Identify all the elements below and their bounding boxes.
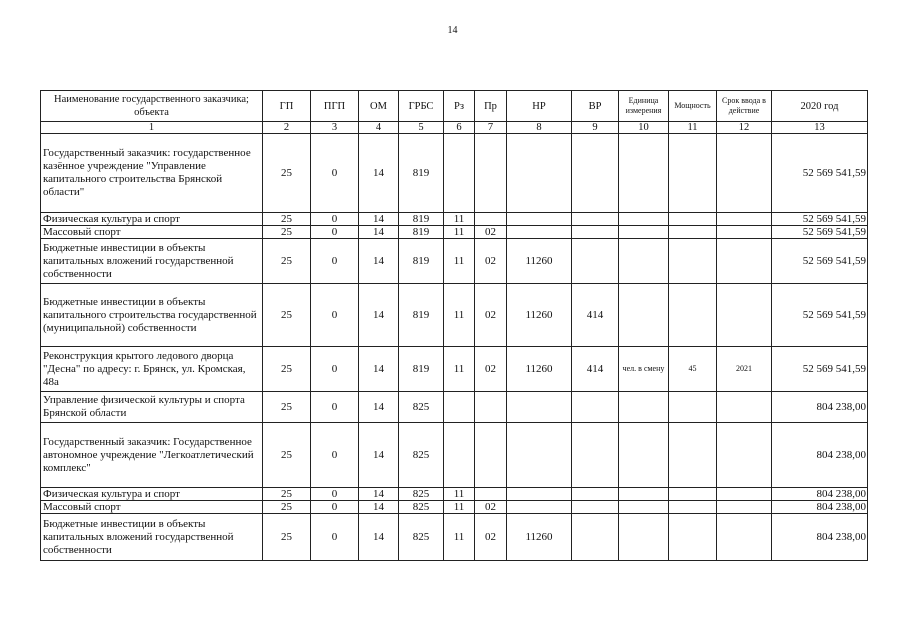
cell-rz: [444, 134, 475, 213]
cell-vr: [572, 213, 619, 226]
cell-name: Государственный заказчик: Государственное автономное учреждение "Легкоатлетический комплекс": [41, 423, 263, 488]
cell-amount: 804 238,00: [772, 488, 868, 501]
cell-name: Бюджетные инвестиции в объекты капитальных вложений государственной собственности: [41, 239, 263, 284]
cell-amount: 52 569 541,59: [772, 239, 868, 284]
cell-amount: 52 569 541,59: [772, 347, 868, 392]
cell-amount: 804 238,00: [772, 501, 868, 514]
cell-pgp: 0: [311, 347, 359, 392]
cell-grbs: 819: [399, 134, 444, 213]
cell-om: 14: [359, 134, 399, 213]
cell-pgp: 0: [311, 501, 359, 514]
cell-gp: 25: [263, 423, 311, 488]
cell-amount: 804 238,00: [772, 514, 868, 561]
cell-pgp: 0: [311, 134, 359, 213]
cell-gp: 25: [263, 501, 311, 514]
cell-pgp: 0: [311, 284, 359, 347]
cell-vr: [572, 239, 619, 284]
cell-pr: [475, 213, 507, 226]
table-row: [41, 488, 868, 501]
cell-unit: [619, 514, 669, 561]
cell-capacity: [669, 134, 717, 213]
cell-rz: 11: [444, 213, 475, 226]
header-gp: ГП: [263, 91, 311, 122]
cell-amount: 804 238,00: [772, 392, 868, 423]
cell-name: Физическая культура и спорт: [41, 213, 263, 226]
cell-vr: [572, 226, 619, 239]
cell-unit: [619, 226, 669, 239]
cell-nr: [507, 488, 572, 501]
cell-term: [717, 213, 772, 226]
cell-rz: 11: [444, 514, 475, 561]
cell-capacity: [669, 501, 717, 514]
cell-gp: 25: [263, 347, 311, 392]
header-vr: ВР: [572, 91, 619, 122]
cell-term: [717, 284, 772, 347]
column-number: 11: [669, 122, 717, 134]
header-pgp: ПГП: [311, 91, 359, 122]
header-pr: Пр: [475, 91, 507, 122]
cell-term: [717, 134, 772, 213]
cell-amount: 804 238,00: [772, 423, 868, 488]
column-number: 5: [399, 122, 444, 134]
cell-term: [717, 488, 772, 501]
cell-om: 14: [359, 423, 399, 488]
cell-om: 14: [359, 239, 399, 284]
cell-rz: 11: [444, 501, 475, 514]
cell-term: 2021: [717, 347, 772, 392]
cell-nr: [507, 134, 572, 213]
cell-om: 14: [359, 501, 399, 514]
cell-pgp: 0: [311, 423, 359, 488]
cell-nr: 11260: [507, 347, 572, 392]
cell-unit: [619, 488, 669, 501]
header-capacity: Мощность: [669, 91, 717, 122]
column-number: 7: [475, 122, 507, 134]
cell-name: Бюджетные инвестиции в объекты капитальных вложений государственной собственности: [41, 514, 263, 561]
column-number: 6: [444, 122, 475, 134]
column-number: 9: [572, 122, 619, 134]
cell-om: 14: [359, 392, 399, 423]
header-term: Срок ввода в действие: [717, 91, 772, 122]
cell-pr: [475, 392, 507, 423]
column-number: 1: [41, 122, 263, 134]
column-number: 12: [717, 122, 772, 134]
cell-grbs: 819: [399, 239, 444, 284]
header-grbs: ГРБС: [399, 91, 444, 122]
cell-pr: 02: [475, 514, 507, 561]
table-row: [41, 392, 868, 423]
cell-name: Массовый спорт: [41, 501, 263, 514]
cell-term: [717, 392, 772, 423]
cell-capacity: [669, 514, 717, 561]
cell-om: 14: [359, 284, 399, 347]
cell-pgp: 0: [311, 213, 359, 226]
cell-amount: 52 569 541,59: [772, 213, 868, 226]
cell-rz: [444, 423, 475, 488]
cell-vr: [572, 423, 619, 488]
cell-nr: [507, 392, 572, 423]
table-row: [41, 284, 868, 347]
cell-amount: 52 569 541,59: [772, 284, 868, 347]
cell-grbs: 825: [399, 423, 444, 488]
cell-gp: 25: [263, 488, 311, 501]
header-unit: Единица измерения: [619, 91, 669, 122]
cell-name: Управление физической культуры и спорта Брянской области: [41, 392, 263, 423]
header-row: [41, 91, 868, 122]
cell-unit: [619, 239, 669, 284]
cell-vr: 414: [572, 347, 619, 392]
cell-nr: 11260: [507, 514, 572, 561]
column-number: 4: [359, 122, 399, 134]
cell-gp: 25: [263, 134, 311, 213]
cell-unit: [619, 284, 669, 347]
cell-unit: [619, 423, 669, 488]
cell-pgp: 0: [311, 239, 359, 284]
cell-capacity: [669, 392, 717, 423]
table-row: [41, 347, 868, 392]
cell-grbs: 819: [399, 284, 444, 347]
table-row: [41, 239, 868, 284]
cell-capacity: [669, 423, 717, 488]
cell-rz: 11: [444, 488, 475, 501]
cell-grbs: 825: [399, 488, 444, 501]
cell-grbs: 819: [399, 226, 444, 239]
header-nr: НР: [507, 91, 572, 122]
header-rz: Рз: [444, 91, 475, 122]
table-row: [41, 501, 868, 514]
table-row: [41, 134, 868, 213]
cell-unit: [619, 501, 669, 514]
column-number: 10: [619, 122, 669, 134]
cell-vr: [572, 134, 619, 213]
cell-nr: [507, 501, 572, 514]
cell-capacity: 45: [669, 347, 717, 392]
cell-rz: 11: [444, 347, 475, 392]
column-number: 3: [311, 122, 359, 134]
table-body: [41, 134, 868, 561]
cell-capacity: [669, 239, 717, 284]
cell-rz: 11: [444, 239, 475, 284]
cell-gp: 25: [263, 239, 311, 284]
page-number: 14: [447, 25, 458, 36]
cell-term: [717, 514, 772, 561]
cell-grbs: 825: [399, 514, 444, 561]
cell-term: [717, 501, 772, 514]
column-number: 13: [772, 122, 868, 134]
cell-unit: [619, 134, 669, 213]
header-year: 2020 год: [772, 91, 868, 122]
cell-vr: [572, 488, 619, 501]
cell-nr: [507, 213, 572, 226]
cell-vr: [572, 392, 619, 423]
column-number-row: [41, 122, 868, 134]
table-row: [41, 213, 868, 226]
cell-grbs: 825: [399, 392, 444, 423]
cell-nr: [507, 226, 572, 239]
cell-name: Реконструкция крытого ледового дворца "Десна" по адресу: г. Брянск, ул. Кромская, 48а: [41, 347, 263, 392]
table-row: [41, 226, 868, 239]
cell-term: [717, 423, 772, 488]
cell-vr: 414: [572, 284, 619, 347]
cell-capacity: [669, 213, 717, 226]
cell-grbs: 819: [399, 213, 444, 226]
header-om: ОМ: [359, 91, 399, 122]
cell-capacity: [669, 488, 717, 501]
cell-pr: 02: [475, 284, 507, 347]
cell-unit: [619, 213, 669, 226]
cell-pgp: 0: [311, 514, 359, 561]
budget-table: [40, 90, 868, 561]
cell-vr: [572, 501, 619, 514]
header-name: Наименование государственного заказчика; объекта: [41, 91, 263, 122]
cell-name: Физическая культура и спорт: [41, 488, 263, 501]
cell-vr: [572, 514, 619, 561]
table-row: [41, 514, 868, 561]
cell-capacity: [669, 284, 717, 347]
cell-pr: [475, 423, 507, 488]
cell-name: Государственный заказчик: государственное казённое учреждение "Управление капитального строительства Брянской области": [41, 134, 263, 213]
cell-gp: 25: [263, 213, 311, 226]
cell-nr: [507, 423, 572, 488]
cell-rz: 11: [444, 226, 475, 239]
cell-pgp: 0: [311, 488, 359, 501]
table-row: [41, 423, 868, 488]
column-number: 2: [263, 122, 311, 134]
cell-gp: 25: [263, 392, 311, 423]
cell-pr: 02: [475, 226, 507, 239]
cell-pgp: 0: [311, 226, 359, 239]
cell-grbs: 825: [399, 501, 444, 514]
cell-name: Массовый спорт: [41, 226, 263, 239]
cell-grbs: 819: [399, 347, 444, 392]
cell-amount: 52 569 541,59: [772, 134, 868, 213]
cell-capacity: [669, 226, 717, 239]
cell-pgp: 0: [311, 392, 359, 423]
cell-rz: [444, 392, 475, 423]
cell-pr: [475, 488, 507, 501]
cell-gp: 25: [263, 284, 311, 347]
cell-amount: 52 569 541,59: [772, 226, 868, 239]
cell-om: 14: [359, 226, 399, 239]
cell-pr: 02: [475, 501, 507, 514]
cell-rz: 11: [444, 284, 475, 347]
cell-pr: 02: [475, 347, 507, 392]
cell-term: [717, 239, 772, 284]
cell-pr: [475, 134, 507, 213]
cell-term: [717, 226, 772, 239]
cell-name: Бюджетные инвестиции в объекты капитального строительства государственной (муниципальной) собственности: [41, 284, 263, 347]
column-number: 8: [507, 122, 572, 134]
cell-unit: чел. в смену: [619, 347, 669, 392]
cell-om: 14: [359, 347, 399, 392]
cell-om: 14: [359, 514, 399, 561]
cell-nr: 11260: [507, 239, 572, 284]
cell-gp: 25: [263, 514, 311, 561]
cell-om: 14: [359, 213, 399, 226]
cell-unit: [619, 392, 669, 423]
cell-om: 14: [359, 488, 399, 501]
cell-gp: 25: [263, 226, 311, 239]
cell-nr: 11260: [507, 284, 572, 347]
cell-pr: 02: [475, 239, 507, 284]
